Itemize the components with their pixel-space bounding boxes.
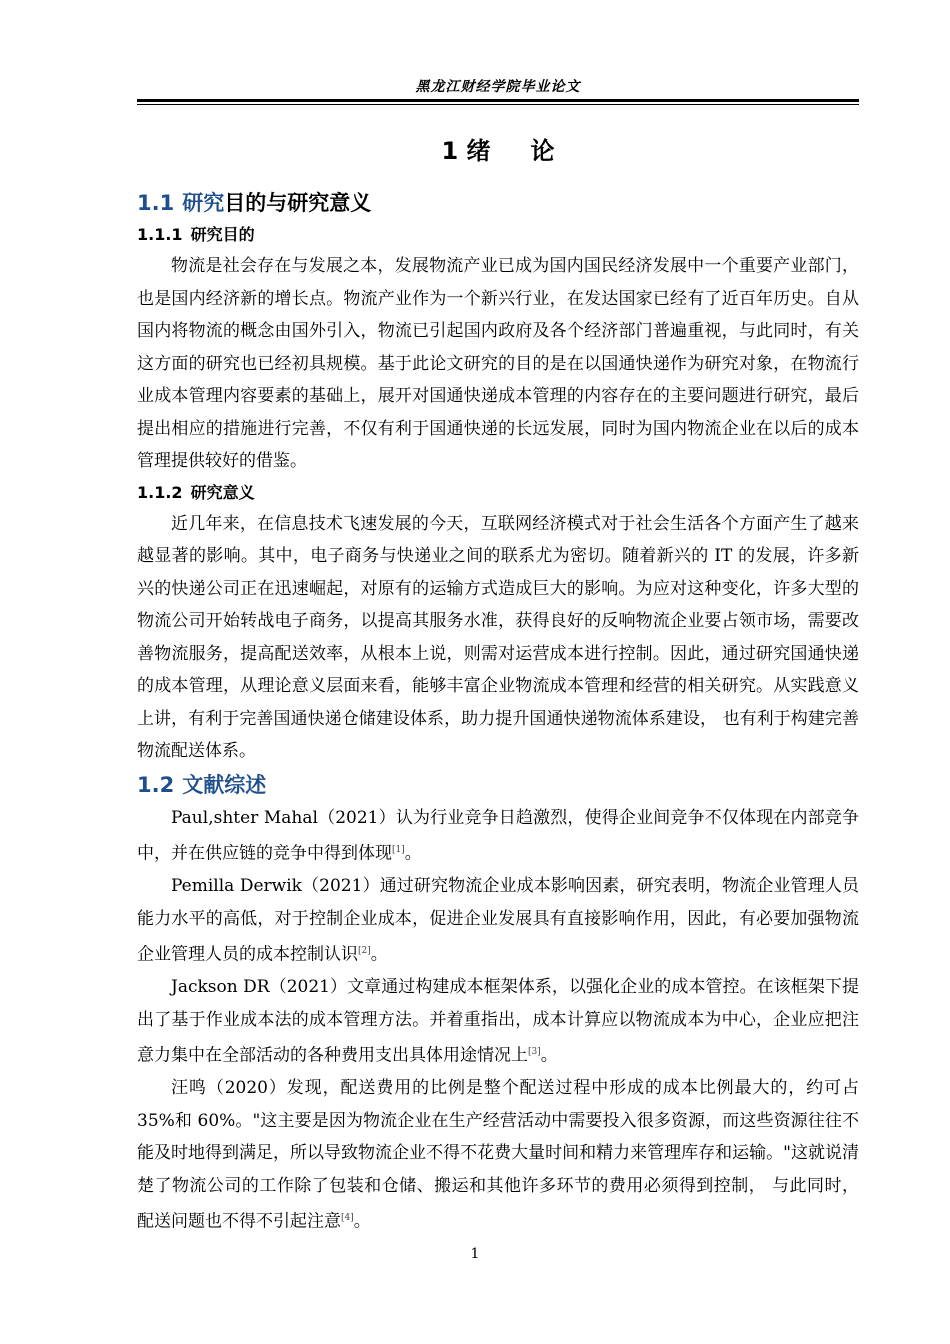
page-content [137,128,859,1239]
paragraph-text: Paul,shter Mahal（2021）认为行业竞争日趋激烈，使得企业间竞争不仅体现在内部竞争中，并在供应链的竞争中得到体现 [137,807,859,864]
subsection-heading-1-1-1 [137,220,859,250]
chapter-title [137,128,859,174]
section-number: 1.1 [137,191,175,215]
paragraph-text: Pemilla Derwik（2021）通过研究物流企业成本影响因素，研究表明，物流企业管理人员能力水平的高低，对于控制企业成本，促进企业发展具有直接影响作用，因此，有必要加强物流企业管理人员的成本控制认识 [137,876,859,965]
paragraph-end: 。 [370,944,388,965]
section-heading-1-1 [137,186,859,220]
citation-ref[interactable]: [1] [392,845,405,855]
paragraph-end: 。 [404,843,422,864]
paragraph-text: Jackson DR（2021）文章通过构建成本框架体系，以强化企业的成本管控。在该框架下提出了基于作业成本法的成本管理方法。并着重指出，成本计算应以物流成本为中心，企业应把注意力集中在全部活动的各种费用支出具体用途情况上 [137,977,859,1066]
subsection-heading-1-1-2 [137,478,859,508]
paragraph-end: 。 [540,1045,558,1066]
paragraph-review-1 [137,802,859,871]
paragraph-text: 汪鸣（2020）发现，配送费用的比例是整个配送过程中形成的成本比例最大的，约可占 35%和 60%。"这主要是因为物流企业在生产经营活动中需要投入很多资源，而这些资源往往不能及时地得到满足，所以导致物流企业不得不花费大量时间和精力来管理库存和运输。"这就说清楚了物流公司的工作除了包装和仓储、搬运和其他许多环节的费用必须得到控制， 与此同时， 配送问题也不得不引起注意 [137,1078,859,1233]
citation-ref[interactable]: [4] [341,1213,354,1224]
section-title: 文献综述 [182,772,267,797]
section-heading-1-2 [137,768,859,802]
section-number: 1.2 [137,772,175,797]
citation-ref[interactable]: [3] [528,1047,541,1058]
paragraph-review-2 [137,870,859,971]
subsection-title: 研究意义 [190,482,255,502]
paragraph-end: 。 [353,1212,371,1233]
section-title-rest: 目的与研究意义 [224,191,372,215]
page-number: 1 [470,1246,480,1262]
paragraph-review-3 [137,971,859,1072]
running-header: 黑龙江财经学院毕业论文 [415,79,581,95]
chapter-number: 1 [441,137,459,165]
chapter-title-a: 绪 [466,137,491,165]
section-title-blue: 研究 [182,191,225,215]
paragraph-research-significance: 近几年来，在信息技术飞速发展的今天，互联网经济模式对于社会生活各个方面产生了越来越显著的影响。其中，电子商务与快递业之间的联系尤为密切。随着新兴的 IT 的发展，许多新兴的快递公司正在迅速崛起，对原有的运输方式造成巨大的影响。为应对这种变化，许多大型的物流公司开始转战电子商务，以提高其服务水准，获得良好的反响物流企业要占领市场，需要改善物流服务，提高配送效率，从根本上说，则需对运营成本进行控制。因此，通过研究国通快递的成本管理，从理论意义层面来看，能够丰富企业物流成本管理和经营的相关研究。从实践意义上讲，有利于完善国通快递仓储建设体系，助力提升国通快递物流体系建设， 也有利于构建完善物流配送体系。 [137,513,859,761]
paragraph-review-4 [137,1072,859,1238]
subsection-title: 研究目的 [190,225,255,244]
header-rule-thick [137,99,859,102]
header-rule-thin [137,104,859,105]
subsection-number: 1.1.1 [137,225,183,244]
paragraph-research-purpose: 物流是社会存在与发展之本，发展物流产业已成为国内国民经济发展中一个重要产业部门，也是国内经济新的增长点。物流产业作为一个新兴行业，在发达国家已经有了近百年历史。自从国内将物流的概念由国外引入，物流已引起国内政府及各个经济部门普遍重视，与此同时，有关这方面的研究也已经初具规模。基于此论文研究的目的是在以国通快递作为研究对象，在物流行业成本管理内容要素的基础上，展开对国通快递成本管理的内容存在的主要问题进行研究，最后提出相应的措施进行完善，不仅有利于国通快递的长远发展，同时为国内物流企业在以后的成本管理提供较好的借鉴。 [137,256,859,471]
chapter-title-b: 论 [530,137,555,165]
citation-ref[interactable]: [2] [358,946,371,957]
subsection-number: 1.1.2 [137,482,183,502]
